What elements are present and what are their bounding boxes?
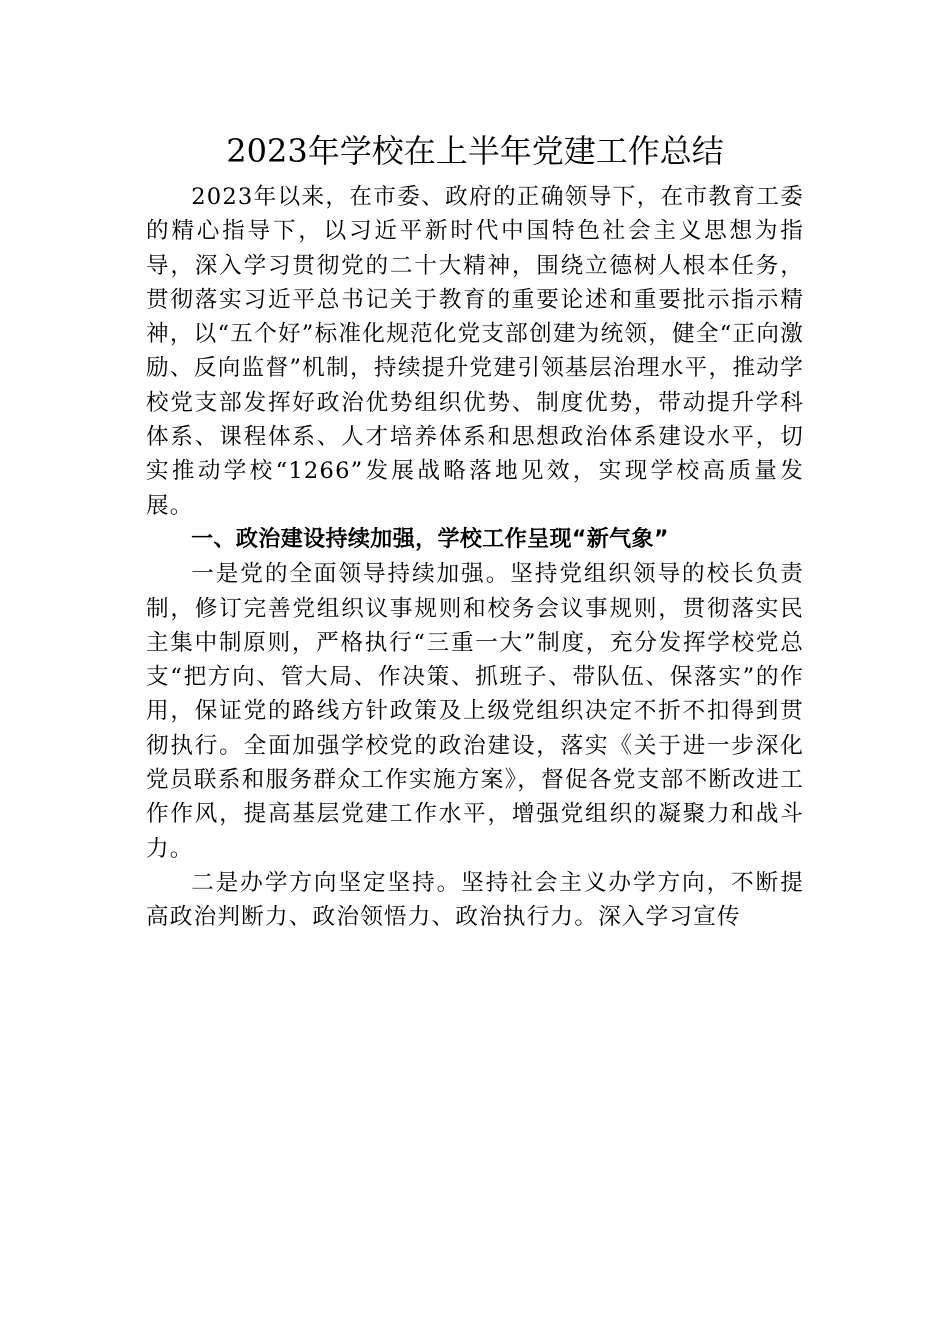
document-title: 2023年学校在上半年党建工作总结 [226, 132, 724, 170]
section-heading: 一、政治建设持续加强，学校工作呈现“新气象” [191, 526, 669, 552]
document-body [146, 128, 804, 935]
section-paragraph-2: 二是办学方向坚定坚持。坚持社会主义办学方向，不断提高政治判断力、政治领悟力、政治执行力。深入学习宣传 [146, 869, 804, 931]
section-paragraph-1: 一是党的全面领导持续加强。坚持党组织领导的校长负责制，修订完善党组织议事规则和校务会议事规则，贯彻落实民主集中制原则，严格执行“三重一大”制度，充分发挥学校党总支“把方向、管大局、作决策、抓班子、带队伍、保落实”的作用，保证党的路线方针政策及上级党组织决定不折不扣得到贯彻执行。全面加强学校党的政治建设，落实《关于进一步深化党员联系和服务群众工作实施方案》，督促各党支部不断改进工作作风，提高基层党建工作水平，增强党组织的凝聚力和战斗力。 [146, 561, 804, 862]
intro-paragraph: 2023年以来，在市委、政府的正确领导下，在市教育工委的精心指导下，以习近平新时代中国特色社会主义思想为指导，深入学习贯彻党的二十大精神，围绕立德树人根本任务，贯彻落实习近平总书记关于教育的重要论述和重要批示指示精神，以“五个好”标准化规范化党支部创建为统领，健全“正向激励、反向监督”机制，持续提升党建引领基层治理水平，推动学校党支部发挥好政治优势组织优势、制度优势，带动提升学科体系、课程体系、人才培养体系和思想政治体系建设水平，切实推动学校“1266”发展战略落地见效，实现学校高质量发展。 [146, 184, 804, 519]
